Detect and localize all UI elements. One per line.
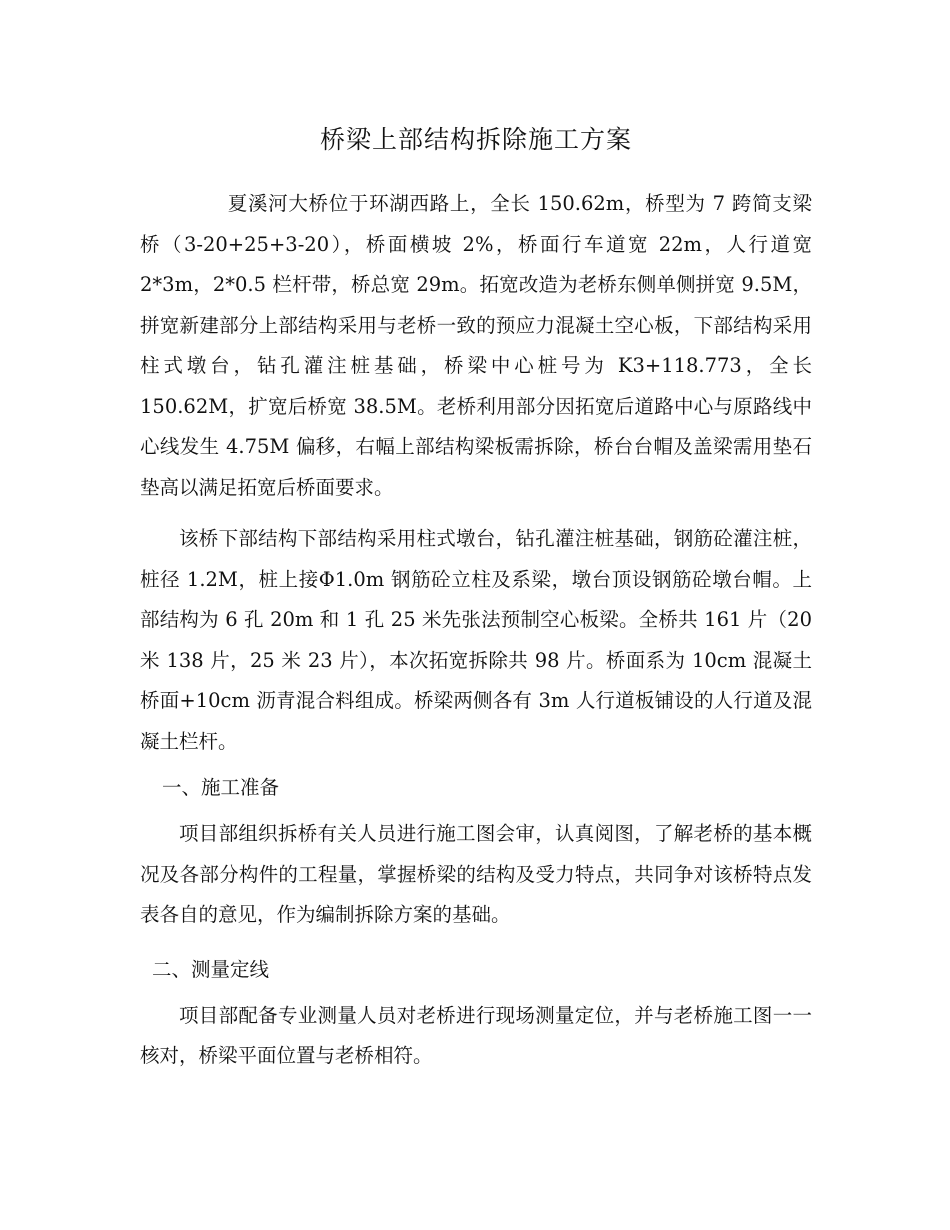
section-heading-survey-alignment: 二、测量定线 xyxy=(152,957,270,981)
paragraph-bridge-overview: 夏溪河大桥位于环湖西路上，全长 150.62m，桥型为 7 跨简支梁桥（3-20+25+3-20），桥面横坡 2%，桥面行车道宽 22m，人行道宽 2*3m，2*0.5 栏杆带，桥总宽 29m。拓宽改造为老桥东侧单侧拼宽 9.5M，拼宽新建部分上部结构采用与老桥一致的预应力混凝土空心板，下部结构采用柱式墩台，钻孔灌注桩基础，桥梁中心桩号为 K3+118.773，全长150.62M，扩宽后桥宽 38.5M。老桥利用部分因拓宽后道路中心与原路线中心线发生 4.75M 偏移，右幅上部结构梁板需拆除，桥台台帽及盖梁需用垫石垫高以满足拓宽后桥面要求。 xyxy=(140,192,812,499)
section-body-survey-alignment: 项目部配备专业测量人员对老桥进行现场测量定位，并与老桥施工图一一核对，桥梁平面位置与老桥相符。 xyxy=(140,1003,812,1067)
document-title: 桥梁上部结构拆除施工方案 xyxy=(319,125,632,154)
section-heading-construction-preparation: 一、施工准备 xyxy=(162,776,280,799)
section-body-construction-preparation: 项目部组织拆桥有关人员进行施工图会审，认真阅图，了解老桥的基本概况及各部分构件的工程量，掌握桥梁的结构及受力特点，共同争对该桥特点发表各自的意见，作为编制拆除方案的基础。 xyxy=(140,822,812,926)
paragraph-structure-description: 该桥下部结构下部结构采用柱式墩台，钻孔灌注桩基础，钢筋砼灌注桩，桩径 1.2M，桩上接Φ1.0m 钢筋砼立柱及系梁，墩台顶设钢筋砼墩台帽。上部结构为 6 孔 20m 和 1 孔 25 米先张法预制空心板梁。全桥共 161 片（20 米 138 片，25 米 23 片），本次拓宽拆除共 98 片。桥面系为 10cm 混凝土桥面+10cm 沥青混合料组成。桥梁两侧各有 3m 人行道板铺设的人行道及混凝土栏杆。 xyxy=(140,527,812,753)
